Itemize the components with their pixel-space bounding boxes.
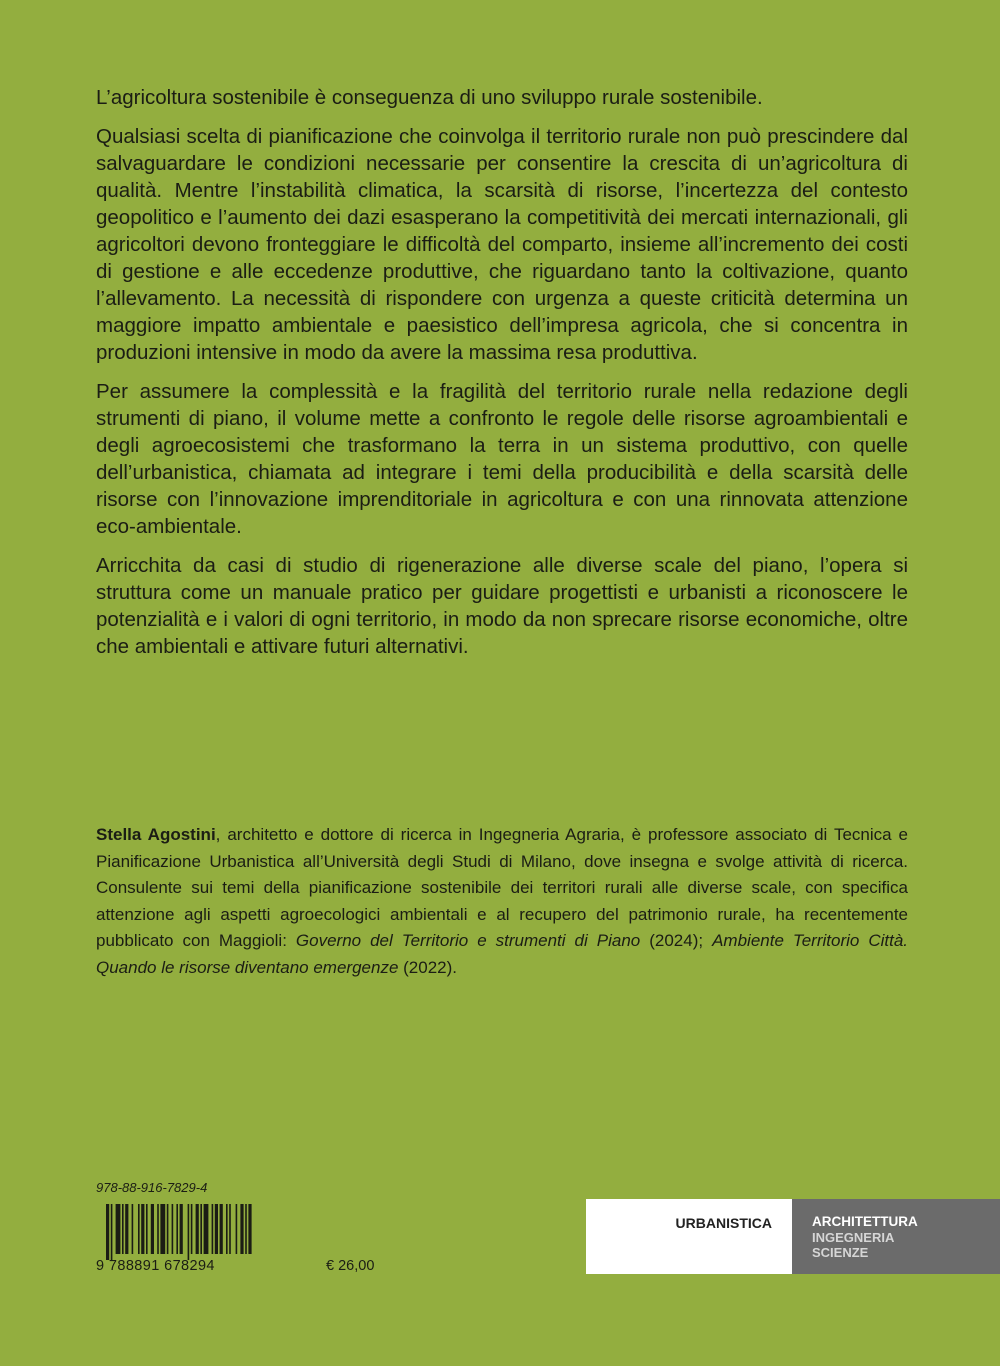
category-sub-1: INGEGNERIA	[812, 1229, 895, 1245]
author-name: Stella Agostini	[96, 825, 216, 844]
price: € 26,00	[326, 1258, 375, 1274]
barcode-bar	[160, 1204, 165, 1254]
book-title-2: Ambiente Territorio Città. Quando le risorse diventano emergenze	[96, 931, 909, 977]
barcode-bar	[141, 1204, 144, 1254]
barcode-bar	[116, 1204, 121, 1254]
barcode-bar	[138, 1204, 140, 1254]
category-main: ARCHITETTURA	[812, 1214, 918, 1229]
barcode-bar	[151, 1204, 154, 1254]
barcode-bar	[229, 1204, 231, 1254]
barcode-bars	[96, 1204, 262, 1260]
bio-text-2: (2024);	[640, 931, 713, 950]
barcode-bar	[236, 1204, 238, 1254]
barcode-bar	[200, 1204, 202, 1254]
bio-text-3: (2022).	[398, 957, 457, 977]
barcode-bar	[188, 1204, 190, 1260]
blurb-paragraph-3: Per assumere la complessità e la fragilità del territorio rurale nella redazione degli strumenti di piano, il volume mette a confronto le regole delle risorse agroambientali e degli agroecosistemi che trasformano la terra in un sistema produttivo, con quelle dell’urbanistica, chiamata ad integrare i temi della producibilità e della scarsità delle risorse con l’innovazione imprenditoriale in agricoltura e con una rinnovata attenzione eco-ambientale.	[96, 380, 908, 538]
blurb-paragraph-4: Arricchita da casi di studio di rigenerazione alle diverse scale del piano, l’opera si struttura come un manuale pratico per guidare progettisti e urbanisti a riconoscere le potenzialità e i valori di ogni territorio, in modo da non sprecare risorse economiche, oltre che ambientali e attivare futuri alternativi.	[96, 554, 908, 658]
cover-blurb	[96, 84, 908, 672]
isbn-number: 978-88-916-7829-4	[96, 1180, 208, 1195]
barcode-bar	[146, 1204, 148, 1254]
barcode-bar	[122, 1204, 124, 1254]
barcode-bar	[176, 1204, 178, 1254]
category-box	[792, 1199, 1000, 1274]
barcode-bar	[196, 1204, 199, 1254]
barcode-bar	[191, 1204, 193, 1254]
barcode-bar	[212, 1204, 214, 1254]
series-label: URBANISTICA	[675, 1215, 772, 1231]
barcode-bar	[226, 1204, 228, 1254]
barcode-bar	[248, 1204, 251, 1254]
barcode-bar	[215, 1204, 218, 1254]
barcode-bar	[204, 1204, 209, 1254]
barcode-bar	[106, 1204, 109, 1260]
barcode-bar	[111, 1204, 113, 1260]
category-sub-2: SCIENZE	[812, 1245, 869, 1260]
barcode-bar	[157, 1204, 159, 1254]
series-label-box	[586, 1199, 792, 1274]
blurb-paragraph-1: L’agricoltura sostenibile è conseguenza di uno sviluppo rurale sostenibile.	[96, 86, 763, 109]
barcode-bar	[132, 1204, 134, 1254]
book-title-1: Governo del Territorio e strumenti di Piano	[295, 931, 641, 950]
barcode-bar	[220, 1204, 223, 1254]
blurb-paragraph-2: Qualsiasi scelta di pianificazione che coinvolga il territorio rurale non può prescindere dal salvaguardare le condizioni necessarie per consentire la crescita di un’agricoltura di qualità. Mentre l’instabilità climatica, la scarsità di risorse, l’incertezza del contesto geopolitico e l’aumento dei dazi esasperano la competitività dei mercati internazionali, gli agricoltori devono fronteggiare le difficoltà del comparto, insieme all’incremento dei costi di gestione e alle eccedenze produttive, che riguardano tanto la coltivazione, quanto l’allevamento. La necessità di rispondere con urgenza a queste criticità determina un maggiore impatto ambientale e paesistico dell’impresa agricola, che si concentra in produzioni intensive in modo da avere la massima resa produttiva.	[96, 125, 908, 364]
barcode-digits: 9 788891 678294	[96, 1258, 215, 1274]
barcode-bar	[245, 1204, 247, 1254]
barcode-bar	[180, 1204, 183, 1254]
author-bio	[96, 822, 908, 981]
barcode-bar	[172, 1204, 174, 1254]
barcode-bar	[240, 1204, 243, 1254]
barcode-bar	[167, 1204, 169, 1254]
barcode-bar	[125, 1204, 128, 1254]
bio-text-1: , architetto e dottore di ricerca in Ingegneria Agraria, è professore associato di Tecnica e Pianificazione Urbanistica all’Università degli Studi di Milano, dove insegna e svolge attività di ricerca. Consulente sui temi della pianificazione sostenibile dei territori rurali alle diverse scale, con specifica attenzione agli aspetti agroecologici ambientali e al recupero del patrimonio rurale, ha recentemente pubblicato con Maggioli:	[96, 825, 908, 950]
